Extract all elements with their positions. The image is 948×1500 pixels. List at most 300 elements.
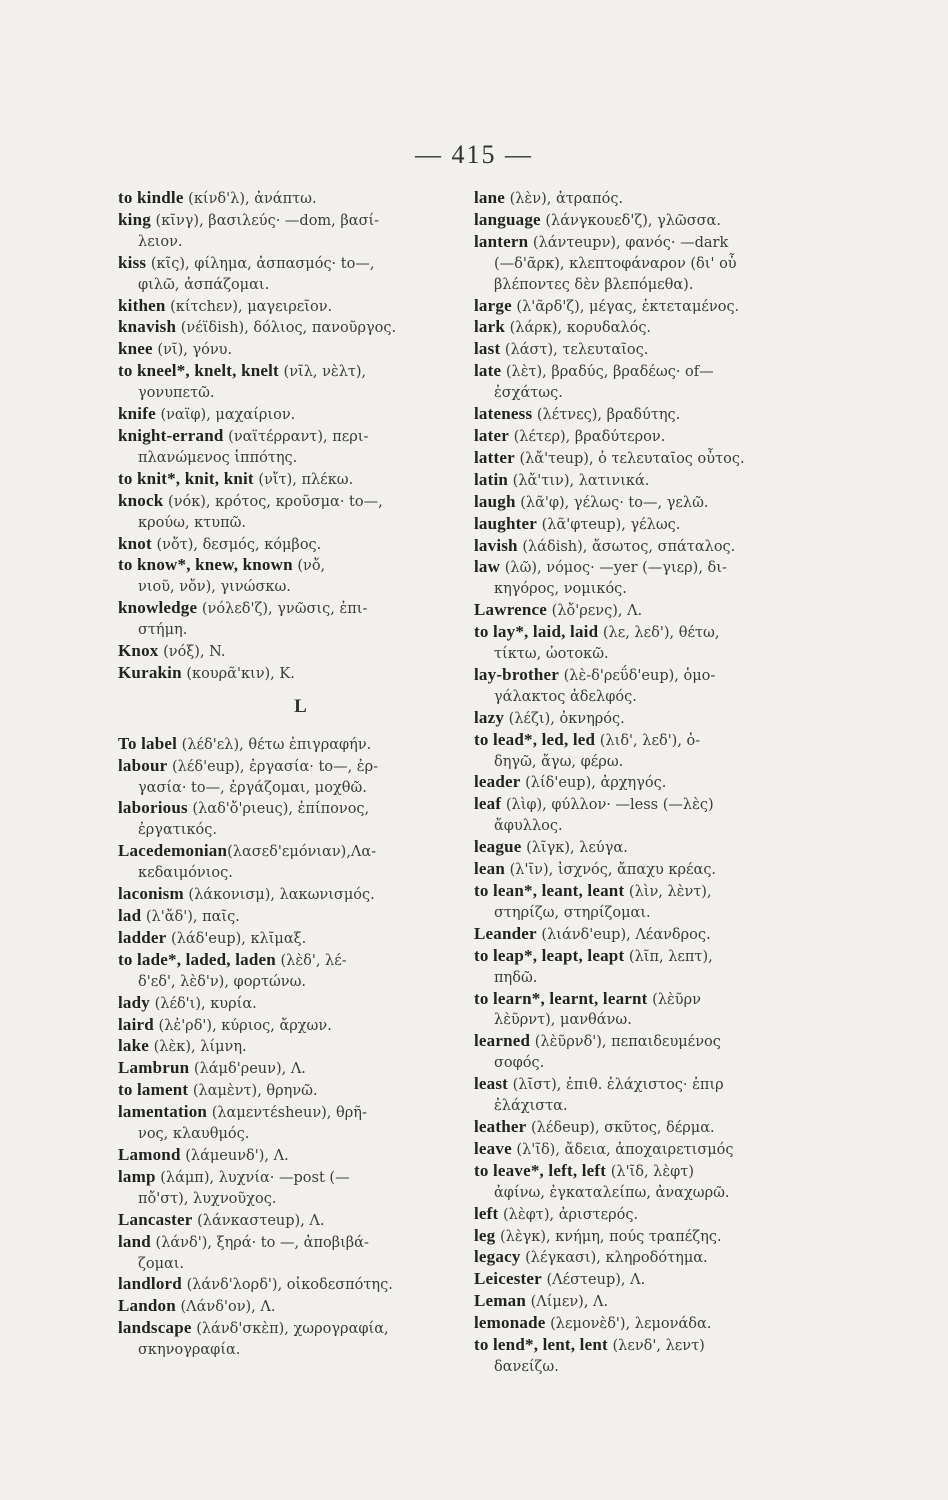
- entry-continuation: κρούω, κτυπῶ.: [138, 514, 247, 531]
- dictionary-entry: [474, 1313, 819, 1335]
- entry-headword: lady: [118, 992, 150, 1012]
- entry-definition: (λᾶ'φ), γέλως· to—, γελῶ.: [515, 494, 709, 511]
- entry-headword: leave: [474, 1138, 512, 1158]
- entry-headword: laugh: [474, 491, 516, 511]
- dictionary-entry: [474, 665, 819, 708]
- dictionary-entry: [118, 296, 453, 318]
- entry-line: [118, 555, 453, 577]
- entry-line: [474, 859, 819, 881]
- entry-definition: (λἄ'τιν), λατινικά.: [508, 472, 650, 489]
- entry-line: [474, 188, 819, 210]
- section-letter: L: [294, 695, 307, 717]
- dictionary-entry: [118, 1036, 453, 1058]
- entry-line: [474, 470, 819, 492]
- dictionary-entry: [474, 296, 819, 318]
- left-column: [118, 188, 453, 1361]
- entry-line: [118, 426, 453, 448]
- entry-line: [118, 361, 453, 383]
- entry-headword: leather: [474, 1116, 527, 1136]
- dictionary-entry: [474, 1139, 819, 1161]
- entry-line: [118, 798, 453, 820]
- entry-definition: (νόλεδ'ζ), γνῶσις, ἐπι-: [197, 601, 368, 618]
- dictionary-entry: [474, 600, 819, 622]
- entry-definition: (λ'ἄδ'), παῖς.: [141, 909, 240, 925]
- entry-headword: Lamond: [118, 1144, 181, 1164]
- entry-definition: (λἐ'ρδ'), κύριος, ἄρχων.: [153, 1017, 332, 1034]
- dictionary-entry: [474, 1117, 819, 1139]
- entry-continuation: ἄφυλλος.: [494, 818, 563, 835]
- entry-line: [474, 881, 819, 903]
- dictionary-entry: [474, 426, 819, 448]
- entry-line: [118, 339, 453, 361]
- entry-line: [118, 210, 453, 232]
- entry-headword: legacy: [474, 1247, 521, 1267]
- entry-continuation: φιλῶ, ἀσπάζομαι.: [138, 276, 270, 293]
- entry-headword: to lend*, lent, lent: [474, 1335, 608, 1355]
- entry-line: [474, 1226, 819, 1248]
- dictionary-entry: [118, 641, 453, 663]
- entry-definition: (νἴτ), πλέκω.: [253, 471, 354, 488]
- entry-line: [474, 794, 819, 816]
- entry-definition: (λάνκαστeup), Λ.: [192, 1212, 325, 1229]
- entry-definition: (λενδ', λεντ): [607, 1338, 705, 1355]
- entry-definition: (λὲν), ἀτραπός.: [505, 191, 624, 207]
- dictionary-entry: [474, 492, 819, 514]
- entry-definition: (λ'ῖν), ἰσχνός, ἄπαχυ κρέας.: [505, 862, 717, 879]
- entry-line: [474, 600, 819, 622]
- entry-line: [118, 841, 453, 863]
- entry-definition: (λαμεντέsheuν), θρῆ-: [207, 1105, 367, 1122]
- entry-headword: knavish: [118, 317, 177, 337]
- dictionary-entry: [474, 772, 819, 794]
- entry-definition: (λέδ'ι), κυρία.: [149, 995, 257, 1012]
- entry-line: [118, 253, 453, 275]
- dictionary-entry: [118, 469, 453, 491]
- dictionary-entry: [118, 188, 453, 210]
- dictionary-entry: [118, 798, 453, 841]
- entry-continuation: βλέποντες δὲν βλεπόμεθα).: [494, 276, 694, 293]
- entry-definition: (λάντeupν), φανός· —dark: [528, 234, 729, 251]
- entry-definition: (λέδ'ελ), θέτω ἐπιγραφήν.: [177, 736, 372, 753]
- entry-line: [474, 1269, 819, 1291]
- entry-line: [118, 1102, 453, 1124]
- entry-definition: (λάδ'eup), κλῖμαξ.: [166, 930, 307, 947]
- dictionary-entry: [118, 534, 453, 556]
- entry-headword: law: [474, 557, 501, 577]
- entry-line: [118, 1058, 453, 1080]
- dictionary-entry: [118, 1232, 453, 1275]
- entry-headword: large: [474, 295, 512, 315]
- entry-headword: lay-brother: [474, 664, 559, 684]
- entry-continuation: σοφός.: [494, 1055, 545, 1072]
- dictionary-entry: [474, 1335, 819, 1378]
- entry-continuation: δηγῶ, ἄγω, φέρω.: [494, 753, 624, 770]
- entry-definition: (κίτchεν), μαγειρεῖον.: [165, 298, 333, 315]
- entry-line: [118, 1210, 453, 1232]
- entry-headword: to kindle: [118, 188, 184, 207]
- entry-definition: (λ'ῖδ, λὲφτ): [606, 1163, 694, 1180]
- entry-headword: laughter: [474, 513, 537, 533]
- entry-definition: (λὲκ), λίμνη.: [149, 1039, 247, 1056]
- entry-headword: lemonade: [474, 1313, 546, 1333]
- dictionary-entry: [118, 555, 453, 598]
- entry-headword: to leap*, leapt, leapt: [474, 945, 625, 965]
- dictionary-entry: [474, 946, 819, 989]
- entry-continuation: λὲῦρντ), μανθάνω.: [494, 1012, 632, 1029]
- entry-definition: (λέτνες), βραδύτης.: [532, 407, 681, 424]
- entry-line: [118, 663, 453, 685]
- entry-definition: (λάνγκουεδ'ζ), γλῶσσα.: [540, 212, 721, 229]
- entry-headword: laconism: [118, 884, 184, 904]
- entry-definition: (λέδeup), σκῦτος, δέρμα.: [526, 1119, 715, 1136]
- dictionary-entry: [474, 881, 819, 924]
- entry-continuation: τίκτω, ὠοτοκῶ.: [494, 646, 609, 663]
- entry-definition: (λάνδ'λορδ'), οἰκοδεσπότης.: [181, 1277, 393, 1294]
- dictionary-entry: [474, 989, 819, 1032]
- entry-line: [474, 1031, 819, 1053]
- entry-line: [474, 1291, 819, 1313]
- entry-definition: (λὲῦρν: [647, 991, 701, 1008]
- entry-headword: to know*, knew, known: [118, 555, 293, 575]
- entry-definition: (λ'ᾶρδ'ζ), μέγας, ἐκτεταμένος.: [511, 298, 740, 315]
- dictionary-entry: [118, 210, 453, 253]
- entry-headword: latter: [474, 447, 515, 467]
- dictionary-entry: [118, 339, 453, 361]
- entry-headword: to lament: [118, 1080, 189, 1100]
- entry-line: [118, 756, 453, 778]
- entry-line: [118, 950, 453, 972]
- entry-headword: left: [474, 1203, 499, 1223]
- entry-headword: later: [474, 425, 509, 445]
- entry-headword: to learn*, learnt, learnt: [474, 988, 648, 1008]
- entry-line: [474, 448, 819, 470]
- entry-headword: labour: [118, 755, 168, 775]
- entry-continuation: ἐλάχιστα.: [494, 1098, 568, 1115]
- entry-line: [118, 1232, 453, 1254]
- dictionary-entry: [474, 470, 819, 492]
- entry-headword: to lay*, laid, laid: [474, 622, 599, 642]
- entry-headword: Leman: [474, 1291, 526, 1311]
- entry-headword: laird: [118, 1014, 154, 1034]
- entry-headword: to knit*, knit, knit: [118, 468, 254, 488]
- dictionary-entry: [118, 404, 453, 426]
- entry-headword: to leave*, left, left: [474, 1160, 607, 1180]
- entry-headword: Leicester: [474, 1269, 542, 1289]
- left-entries-l: [118, 734, 453, 1361]
- entry-definition: (λ'ῖδ), ἄδεια, ἀποχαιρετισμός: [511, 1141, 734, 1158]
- entry-line: [474, 924, 819, 946]
- entry-definition: (λάμπ), λυχνία· —post (—: [155, 1169, 350, 1186]
- dictionary-entry: [474, 859, 819, 881]
- dictionary-entry: [118, 361, 453, 404]
- entry-line: [474, 730, 819, 752]
- entry-definition: (λαδ'ὄ'ριeuς), ἐπίπονος,: [187, 801, 370, 818]
- entry-definition: (λἄ'τeup), ὁ τελευταῖος οὗτος.: [514, 450, 745, 467]
- left-entries-k: [118, 188, 453, 685]
- entry-line: [474, 296, 819, 318]
- entry-definition: (λιάνδ'eup), Λέανδρος.: [536, 926, 711, 943]
- dictionary-entry: [118, 253, 453, 296]
- entry-continuation: σκηνογραφία.: [138, 1342, 241, 1359]
- entry-definition: (λὶν, λὲντ),: [624, 884, 712, 900]
- entry-continuation: ἐσχάτως.: [494, 385, 563, 402]
- entry-definition: (λῖγκ), λεύγα.: [521, 840, 628, 857]
- dictionary-entry: [474, 730, 819, 773]
- entry-headword: lamp: [118, 1166, 156, 1186]
- dictionary-entry: [118, 841, 453, 884]
- entry-continuation: νος, κλαυθμός.: [138, 1126, 250, 1143]
- entry-definition: (κῖνγ), βασιλεύς· —dom, βασί-: [150, 212, 380, 229]
- entry-definition: (κῖς), φίλημα, ἀσπασμός· to—,: [146, 255, 375, 272]
- dictionary-entry: [118, 426, 453, 469]
- entry-line: [118, 296, 453, 318]
- entry-headword: Lacedemonian: [118, 841, 228, 861]
- entry-line: [474, 1139, 819, 1161]
- entry-continuation: στηρίζω, στηρίζομαι.: [494, 904, 651, 921]
- entry-line: [118, 317, 453, 339]
- dictionary-entry: [118, 1210, 453, 1232]
- entry-line: [474, 665, 819, 687]
- entry-line: [118, 1080, 453, 1102]
- dictionary-entry: [474, 514, 819, 536]
- entry-definition: (λάρκ), κορυδαλός.: [505, 320, 652, 337]
- dictionary-entry: [118, 756, 453, 799]
- entry-definition: (λέτερ), βραδύτερον.: [508, 428, 666, 445]
- dictionary-entry: [118, 598, 453, 641]
- entry-line: [118, 734, 453, 756]
- dictionary-entry: [474, 448, 819, 470]
- entry-headword: Lambrun: [118, 1058, 190, 1078]
- entry-definition: (λάμδ'ρeuν), Λ.: [189, 1061, 306, 1078]
- dictionary-entry: [474, 404, 819, 426]
- entry-headword: lantern: [474, 231, 529, 251]
- entry-definition: (λάκονισμ), λακωνισμός.: [183, 887, 375, 904]
- entry-line: [118, 906, 453, 928]
- entry-definition: (λὲγκ), κνήμη, πούς τραπέζης.: [495, 1228, 722, 1245]
- dictionary-entry: [474, 837, 819, 859]
- entry-headword: last: [474, 339, 501, 359]
- entry-headword: To label: [118, 733, 178, 753]
- entry-line: [474, 514, 819, 536]
- dictionary-entry: [474, 1074, 819, 1117]
- entry-line: [118, 928, 453, 950]
- entry-definition: (ναϊφ), μαχαίριον.: [155, 407, 296, 424]
- entry-continuation: γασία· to—, ἐργάζομαι, μοχθῶ.: [138, 779, 367, 796]
- dictionary-entry: [474, 536, 819, 558]
- dictionary-entry: [118, 491, 453, 534]
- entry-headword: knife: [118, 404, 156, 424]
- entry-headword: lavish: [474, 535, 518, 555]
- entry-definition: (λὲ-δ'ρεΰδ'eup), ὁμο-: [558, 667, 716, 684]
- entry-continuation: ζομαι.: [138, 1255, 185, 1272]
- entry-line: [474, 1161, 819, 1183]
- dictionary-entry: [474, 317, 819, 339]
- entry-line: [474, 622, 819, 644]
- dictionary-entry: [474, 557, 819, 600]
- entry-line: [118, 491, 453, 513]
- entry-definition: (κουρᾶ'κιν), K.: [181, 665, 295, 682]
- entry-definition: (Λίμεν), Λ.: [526, 1294, 609, 1311]
- entry-line: [474, 232, 819, 254]
- entry-continuation: δανείζω.: [494, 1358, 559, 1375]
- entry-definition: (λάστ), τελευταῖος.: [500, 342, 649, 359]
- entry-line: [118, 404, 453, 426]
- entry-line: [474, 1074, 819, 1096]
- entry-definition: (νῖλ, νὲλτ),: [278, 364, 367, 381]
- entry-headword: Lancaster: [118, 1209, 193, 1229]
- entry-headword: knowledge: [118, 598, 198, 618]
- entry-line: [474, 1247, 819, 1269]
- dictionary-entry: [474, 794, 819, 837]
- entry-definition: (Λάνδ'ον), Λ.: [175, 1299, 276, 1316]
- entry-line: [474, 404, 819, 426]
- entry-headword: lane: [474, 188, 506, 207]
- entry-headword: to lead*, led, led: [474, 729, 596, 749]
- entry-headword: leg: [474, 1225, 496, 1245]
- entry-definition: (λάνδ'), ξηρά· to —, ἀποβιβά-: [150, 1234, 369, 1251]
- entry-line: [118, 1145, 453, 1167]
- entry-line: [118, 469, 453, 491]
- entry-continuation: γονυπετῶ.: [138, 385, 215, 402]
- entry-headword: kithen: [118, 295, 166, 315]
- entry-definition: (νόξ), N.: [158, 644, 226, 661]
- entry-headword: lazy: [474, 707, 505, 727]
- entry-definition: (νὄ,: [292, 558, 326, 575]
- dictionary-entry: [474, 924, 819, 946]
- entry-line: [118, 188, 453, 210]
- dictionary-entry: [118, 906, 453, 928]
- entry-headword: landscape: [118, 1318, 192, 1338]
- entry-definition: (λέγκασι), κληροδότημα.: [520, 1250, 708, 1267]
- entry-line: [118, 993, 453, 1015]
- entry-line: [474, 339, 819, 361]
- entry-continuation: νιοῦ, νὄν), γινώσκω.: [138, 579, 291, 596]
- entry-line: [474, 837, 819, 859]
- entry-continuation: λειον.: [138, 233, 183, 250]
- entry-headword: lark: [474, 317, 506, 337]
- dictionary-entry: [118, 1102, 453, 1145]
- dictionary-entry: [118, 928, 453, 950]
- dictionary-entry: [474, 1031, 819, 1074]
- entry-continuation: πλανώμενος ἱππότης.: [138, 449, 298, 466]
- entry-headword: land: [118, 1231, 151, 1251]
- entry-line: [474, 536, 819, 558]
- right-column: [474, 188, 819, 1378]
- entry-headword: ladder: [118, 927, 167, 947]
- entry-definition: (λὲῦρνδ'), πεπαιδευμένος: [530, 1034, 721, 1051]
- entry-definition: (λὲδ', λέ-: [275, 952, 347, 969]
- entry-definition: (λὶφ), φύλλον· —less (—λὲς): [501, 797, 714, 814]
- entry-line: [474, 1117, 819, 1139]
- dictionary-entry: [474, 1204, 819, 1226]
- entry-headword: least: [474, 1074, 509, 1094]
- dictionary-entry: [474, 708, 819, 730]
- entry-definition: (λαμὲντ), θρηνῶ.: [188, 1083, 318, 1100]
- entry-headword: knot: [118, 533, 152, 553]
- entry-line: [474, 1335, 819, 1357]
- dictionary-entry: [118, 1058, 453, 1080]
- entry-line: [118, 534, 453, 556]
- entry-definition: (ναϊτέρραντ), περι-: [223, 428, 369, 445]
- entry-continuation: κηγόρος, νομικός.: [494, 581, 627, 598]
- dictionary-entry: [118, 1080, 453, 1102]
- dictionary-entry: [474, 1247, 819, 1269]
- entry-continuation: δ'εδ', λὲδ'ν), φορτώνω.: [138, 973, 307, 990]
- entry-headword: landlord: [118, 1274, 182, 1294]
- entry-line: [474, 1313, 819, 1335]
- entry-definition: (λάδish), ἄσωτος, σπάταλος.: [517, 538, 736, 555]
- entry-definition: (λῖστ), ἐπιθ. ἐλάχιστος· ἐπιρ: [508, 1077, 724, 1094]
- dictionary-entry: [118, 1296, 453, 1318]
- entry-headword: laborious: [118, 798, 188, 818]
- entry-continuation: στήμη.: [138, 622, 188, 639]
- dictionary-entry: [474, 232, 819, 296]
- entry-line: [474, 1204, 819, 1226]
- entry-line: [118, 1036, 453, 1058]
- entry-headword: Knox: [118, 641, 159, 661]
- entry-line: [474, 708, 819, 730]
- entry-headword: kiss: [118, 252, 147, 272]
- entry-definition: (λάμeuνδ'), Λ.: [180, 1147, 289, 1164]
- entry-definition: (λασεδ'εμόνιαν),Λα-: [227, 844, 377, 861]
- entry-headword: Leander: [474, 923, 537, 943]
- entry-definition: (λάνδ'σκὲπ), χωρογραφία,: [191, 1321, 389, 1338]
- entry-headword: to kneel*, knelt, knelt: [118, 361, 279, 381]
- entry-definition: (νέϊδish), δόλιος, πανοῦργος.: [176, 320, 397, 337]
- entry-definition: (λιδ', λεδ'), ὁ-: [595, 732, 701, 749]
- entry-headword: league: [474, 837, 522, 857]
- dictionary-entry: [118, 734, 453, 756]
- entry-continuation: πηδῶ.: [494, 969, 538, 986]
- entry-continuation: γάλακτος ἀδελφός.: [494, 688, 637, 705]
- entry-headword: Lawrence: [474, 600, 548, 620]
- dictionary-entry: [118, 1167, 453, 1210]
- entry-definition: (λῶ), νόμος· —yer (—γιερ), δι-: [500, 560, 727, 577]
- entry-line: [474, 317, 819, 339]
- dictionary-entry: [474, 1161, 819, 1204]
- entry-continuation: (—δ'ᾶρκ), κλεπτοφάναρον (δι' οὗ: [494, 255, 737, 272]
- entry-definition: (λέζι), ὀκνηρός.: [504, 710, 625, 727]
- entry-definition: (λὲφτ), ἀριστερός.: [498, 1206, 639, 1223]
- entry-headword: knock: [118, 490, 164, 510]
- entry-line: [118, 598, 453, 620]
- entry-headword: lateness: [474, 404, 533, 424]
- dictionary-entry: [118, 1274, 453, 1296]
- entry-headword: to lean*, leant, leant: [474, 881, 625, 900]
- entry-line: [118, 1318, 453, 1340]
- entry-definition: (νὄτ), δεσμός, κόμβος.: [151, 536, 322, 553]
- entry-definition: (Λέστeup), Λ.: [541, 1272, 646, 1289]
- dictionary-entry: [474, 1269, 819, 1291]
- dictionary-entry: [474, 1226, 819, 1248]
- entry-definition: (λίδ'eup), ἀρχηγός.: [520, 775, 667, 792]
- entry-line: [474, 772, 819, 794]
- entry-line: [118, 884, 453, 906]
- entry-line: [474, 557, 819, 579]
- entry-headword: leaf: [474, 794, 502, 814]
- entry-headword: to lade*, laded, laden: [118, 949, 276, 969]
- entry-continuation: ἀφίνω, ἐγκαταλείπω, ἀναχωρῶ.: [494, 1184, 730, 1201]
- entry-headword: lamentation: [118, 1102, 208, 1122]
- entry-continuation: ἐργατικός.: [138, 822, 217, 839]
- entry-definition: (λὲτ), βραδύς, βραδέως· of—: [501, 364, 714, 381]
- entry-line: [118, 1167, 453, 1189]
- entry-headword: language: [474, 209, 541, 229]
- entry-headword: lad: [118, 906, 142, 925]
- entry-headword: king: [118, 209, 151, 229]
- entry-line: [474, 210, 819, 232]
- dictionary-entry: [474, 361, 819, 404]
